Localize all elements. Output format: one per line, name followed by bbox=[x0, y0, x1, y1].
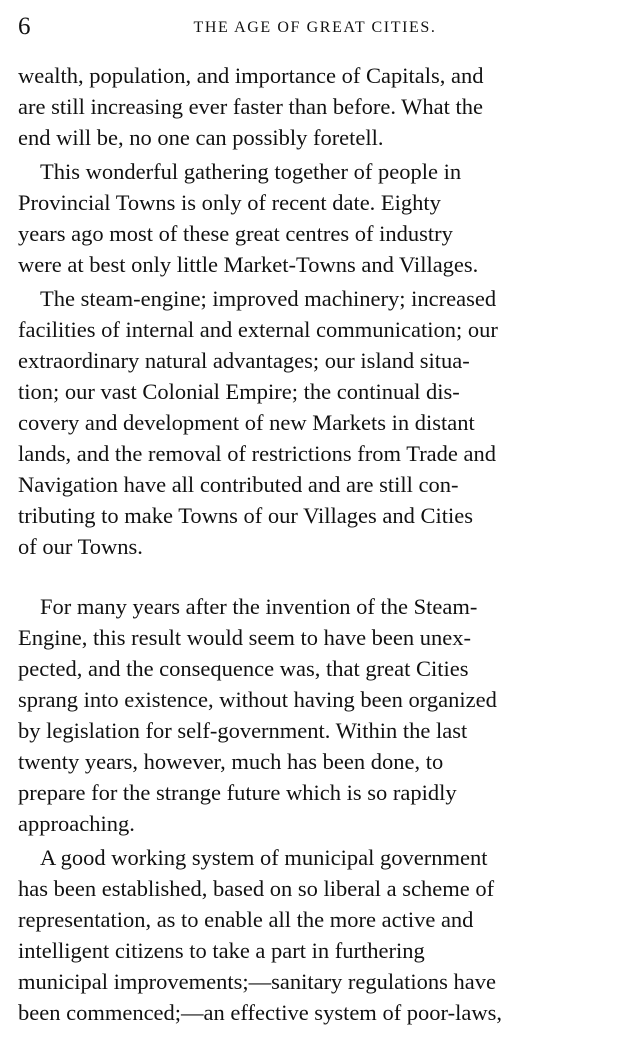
text-line: wealth, population, and importance of Capitals, and bbox=[18, 63, 484, 88]
text-line: This wonderful gathering together of people in bbox=[40, 159, 462, 184]
text-line: by legislation for self-government. Within the last bbox=[18, 718, 468, 743]
text-line: pected, and the consequence was, that great Cities bbox=[18, 656, 469, 681]
text-line: covery and development of new Markets in distant bbox=[18, 410, 475, 435]
running-head bbox=[18, 12, 612, 42]
text-line: prepare for the strange future which is so rapidly bbox=[18, 780, 457, 805]
text-line: of our Towns. bbox=[18, 534, 143, 559]
text-line: municipal improvements;—sanitary regulations have bbox=[18, 969, 497, 994]
text-line: twenty years, however, much has been done, to bbox=[18, 749, 444, 774]
text-line: end will be, no one can possibly foretell. bbox=[18, 125, 384, 150]
text-line: approaching. bbox=[18, 811, 135, 836]
text-line: were at best only little Market-Towns and Villages. bbox=[18, 252, 479, 277]
text-line: been commenced;—an effective system of poor-laws, bbox=[18, 1000, 502, 1025]
running-title: THE AGE OF GREAT CITIES. bbox=[193, 19, 437, 36]
text-line: Navigation have all contributed and are still con- bbox=[18, 472, 459, 497]
text-line: The steam-engine; improved machinery; increased bbox=[40, 286, 497, 311]
text-line: tributing to make Towns of our Villages and Cities bbox=[18, 503, 473, 528]
text-line: years ago most of these great centres of industry bbox=[18, 221, 453, 246]
text-line: extraordinary natural advantages; our island situa- bbox=[18, 348, 470, 373]
text-line: facilities of internal and external communication; our bbox=[18, 317, 498, 342]
text-line: are still increasing ever faster than before. What the bbox=[18, 94, 483, 119]
text-line: Provincial Towns is only of recent date. Eighty bbox=[18, 190, 441, 215]
text-line: tion; our vast Colonial Empire; the continual dis- bbox=[18, 379, 460, 404]
text-line: lands, and the removal of restrictions from Trade and bbox=[18, 441, 497, 466]
text-line: has been established, based on so liberal a scheme of bbox=[18, 876, 495, 901]
text-line: Engine, this result would seem to have been unex- bbox=[18, 625, 472, 650]
text-line: sprang into existence, without having been organized bbox=[18, 687, 497, 712]
text-line: A good working system of municipal government bbox=[40, 845, 488, 870]
text-line: representation, as to enable all the more active and bbox=[18, 907, 474, 932]
page-number: 6 bbox=[18, 13, 31, 40]
text-line: For many years after the invention of the Steam- bbox=[40, 594, 478, 619]
text-line: intelligent citizens to take a part in furthering bbox=[18, 938, 425, 963]
